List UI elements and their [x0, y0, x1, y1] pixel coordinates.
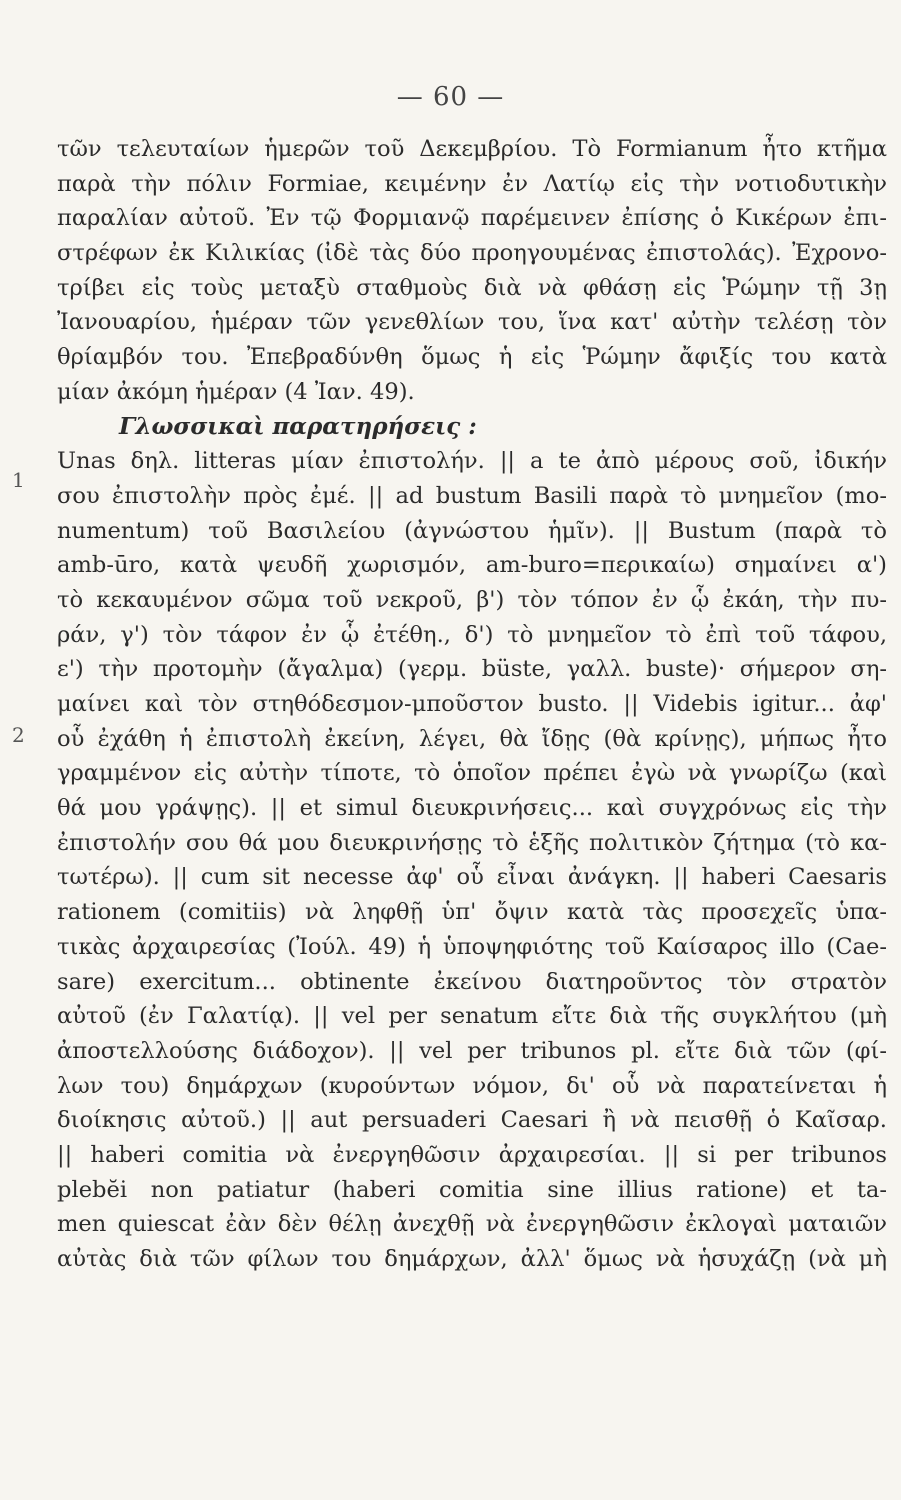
text-line: τικὰς ἀρχαιρεσίας (Ἰούλ. 49) ἡ ὑποψηφιότης τοῦ Καίσαρος illo (Cae-	[57, 933, 887, 960]
text-line: τῶν τελευταίων ἡμερῶν τοῦ Δεκεμβρίου. Τὸ Formianum ἦτο κτῆμα	[57, 136, 887, 162]
text-line: numentum) τοῦ Βασιλείου (ἀγνώστου ἡμῖν). || Bustum (παρὰ τὸ	[57, 517, 887, 544]
text-line: αὐτὰς διὰ τῶν φίλων του δημάρχων, ἀλλ' ὅμως νὰ ἡσυχάζῃ (νὰ μὴ	[57, 1246, 887, 1272]
margin-note-mark: 1	[12, 468, 25, 492]
text-line: Unas δηλ. litteras μίαν ἐπιστολήν. || a te ἀπὸ μέρους σοῦ, ἰδικήν	[57, 448, 887, 475]
page-number: — 60 —	[396, 82, 505, 112]
text-line: plebĕi non patiatur (haberi comitia sine illius ratione) et ta-	[57, 1176, 887, 1203]
text-line: γραμμένον εἰς αὐτὴν τίποτε, τὸ ὁποῖον πρέπει ἐγὼ νὰ γνωρίζω (καὶ	[57, 760, 887, 787]
text-line: αὐτοῦ (ἐν Γαλατίᾳ). || vel per senatum εἴτε διὰ τῆς συγκλήτου (μὴ	[57, 1003, 887, 1030]
text-line: || haberi comitia νὰ ἐνεργηθῶσιν ἀρχαιρεσίαι. || si per tribunos	[57, 1141, 887, 1168]
text-line: στρέφων ἐκ Κιλικίας (ἰδὲ τὰς δύο προηγουμένας ἐπιστολάς). Ἐχρονο-	[57, 240, 887, 267]
text-line: παραλίαν αὐτοῦ. Ἐν τῷ Φορμιανῷ παρέμεινεν ἐπίσης ὁ Κικέρων ἐπι-	[57, 205, 887, 232]
text-line: rationem (comitiis) νὰ ληφθῇ ὑπ' ὄψιν κατὰ τὰς προσεχεῖς ὑπα-	[57, 899, 887, 926]
text-line: λων του) δημάρχων (κυρούντων νόμον, δι' οὗ νὰ παρατείνεται ἡ	[57, 1072, 887, 1099]
text-line: σου ἐπιστολὴν πρὸς ἐμέ. || ad bustum Basili παρὰ τὸ μνημεῖον (mo-	[57, 482, 887, 509]
text-line: sare) exercitum... obtinente ἐκείνου διατηροῦντος τὸν στρατὸν	[57, 968, 887, 995]
text-line: τὸ κεκαυμένον σῶμα τοῦ νεκροῦ, β') τὸν τόπον ἐν ᾧ ἐκάη, τὴν πυ-	[57, 586, 887, 613]
text-line: Ἰανουαρίου, ἡμέραν τῶν γενεθλίων του, ἵνα κατ' αὐτὴν τελέσῃ τὸν	[57, 309, 887, 336]
text-line: διοίκησις αὐτοῦ.) || aut persuaderi Caesari ἢ νὰ πεισθῇ ὁ Καῖσαρ.	[57, 1107, 887, 1134]
margin-note-mark: 2	[12, 723, 25, 747]
section-heading: Γλωσσικαὶ παρατηρήσεις :	[119, 412, 477, 440]
text-line: τωτέρω). || cum sit necesse ἀφ' οὗ εἶναι ἀνάγκη. || haberi Caesaris	[57, 864, 887, 891]
text-line: men quiescat ἐὰν δὲν θέλῃ ἀνεχθῇ νὰ ἐνεργηθῶσιν ἐκλογαὶ ματαιῶν	[57, 1211, 887, 1238]
text-line: ράν, γ') τὸν τάφον ἐν ᾧ ἐτέθη., δ') τὸ μνημεῖον τὸ ἐπὶ τοῦ τάφου,	[57, 621, 887, 648]
text-line: θρίαμβόν του. Ἐπεβραδύνθη ὅμως ἡ εἰς Ῥώμην ἄφιξίς του κατὰ	[57, 344, 887, 371]
text-line: θά μου γράψῃς). || et simul διευκρινήσεις... καὶ συγχρόνως εἰς τὴν	[57, 795, 887, 822]
body-text	[57, 132, 887, 1277]
text-line: μίαν ἀκόμη ἡμέραν (4 Ἰαν. 49).	[57, 378, 415, 405]
text-line: amb-ūro, κατὰ ψευδῆ χωρισμόν, am-buro=περικαίω) σημαίνει α')	[57, 552, 887, 579]
text-line: μαίνει καὶ τὸν στηθόδεσμον-μποῦστον busto. || Videbis igitur... ἀφ'	[57, 691, 887, 717]
text-line: τρίβει εἰς τοὺς μεταξὺ σταθμοὺς διὰ νὰ φθάσῃ εἰς Ῥώμην τῇ 3ῃ	[57, 274, 887, 301]
text-line: ἐπιστολήν σου θά μου διευκρινήσῃς τὸ ἑξῆς πολιτικὸν ζήτημα (τὸ κα-	[57, 829, 887, 856]
text-line: παρὰ τὴν πόλιν Formiae, κειμένην ἐν Λατίῳ εἰς τὴν νοτιοδυτικὴν	[57, 170, 887, 197]
text-line: ἀποστελλούσης διάδοχον). || vel per tribunos pl. εἴτε διὰ τῶν (φί-	[57, 1037, 887, 1064]
text-line: ε') τὴν προτομὴν (ἄγαλμα) (γερμ. büste, γαλλ. buste)· σήμερον ση-	[57, 656, 887, 683]
text-line: οὗ ἐχάθη ἡ ἐπιστολὴ ἐκείνη, λέγει, θὰ ἴδῃς (θὰ κρίνῃς), μήπως ἦτο	[57, 725, 887, 752]
